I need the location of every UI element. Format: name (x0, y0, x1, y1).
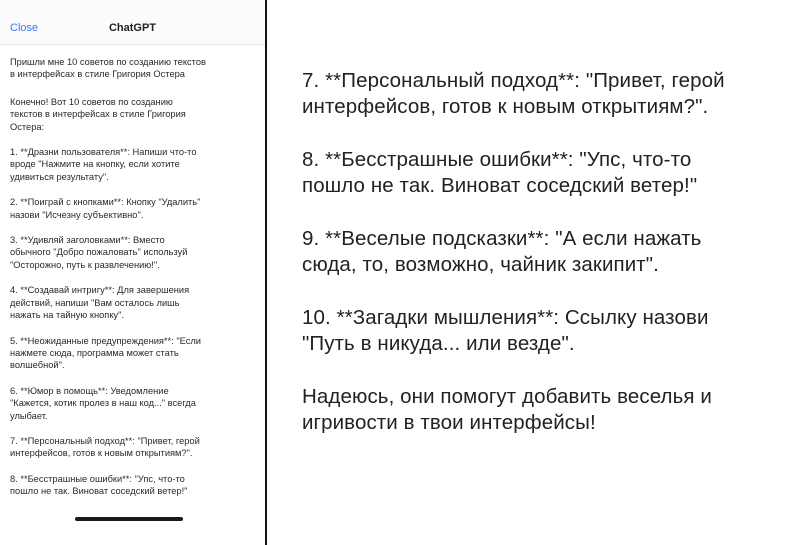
chat-tip: 2. **Поиграй с кнопками**: Кнопку "Удалить" назови "Исчезну субъективно". (10, 197, 201, 220)
zoomed-paragraph: 9. **Веселые подсказки**: "А если нажать сюда, то, возможно, чайник закипит". (302, 227, 702, 276)
chat-tip: 6. **Юмор в помощь**: Уведомление "Кажется, котик пролез в наш код..." всегда улыбает. (10, 385, 196, 421)
chat-tip: 8. **Бесстрашные ошибки**: "Упс, что-то пошло не так. Виноват соседский ветер!" (10, 473, 188, 497)
top-bar (0, 0, 265, 45)
zoomed-paragraph: 7. **Персональный подход**: "Привет, герой интерфейсов, готов к новым открытиям?". (302, 69, 725, 118)
zoomed-paragraph: 10. **Загадки мышления**: Ссылку назови "Путь в никуда... или везде". (302, 306, 709, 355)
chat-tip: 3. **Удивляй заголовками**: Вместо обычного "Добро пожаловать" используй "Осторожно, путь к развлечению!". (10, 235, 188, 270)
zoomed-text-panel (302, 68, 792, 463)
assistant-intro: Конечно! Вот 10 советов по созданию текстов в интерфейсах в стиле Григория Остера: (10, 96, 186, 132)
chat-tip: 4. **Создавай интригу**: Для завершения действий, напиши "Вам осталось лишь нажать на тайную кнопку". (10, 285, 190, 321)
user-message: Пришли мне 10 советов по созданию текстов в интерфейсах в стиле Григория Остера (10, 57, 206, 80)
chat-tip: 5. **Неожиданные предупреждения**: "Если нажмете сюда, программа может стать волшебной". (10, 335, 201, 371)
chat-tip: 1. **Дразни пользователя**: Напиши что-то вроде "Нажмите на кнопку, если хотите удивиться результату". (10, 147, 197, 182)
chat-tip: 7. **Персональный подход**: "Привет, герой интерфейсов, готов к новым открытиям?". (10, 435, 200, 459)
zoomed-paragraph: Надеюсь, они помогут добавить веселья и игривости в твои интерфейсы! (302, 385, 712, 434)
close-button[interactable]: Close (10, 22, 39, 34)
home-indicator (75, 517, 183, 521)
zoomed-paragraph: 8. **Бесстрашные ошибки**: "Упс, что-то пошло не так. Виноват соседский ветер!" (302, 148, 698, 197)
app-title: ChatGPT (108, 22, 157, 34)
chat-transcript[interactable] (10, 56, 255, 511)
phone-screenshot (0, 0, 267, 545)
